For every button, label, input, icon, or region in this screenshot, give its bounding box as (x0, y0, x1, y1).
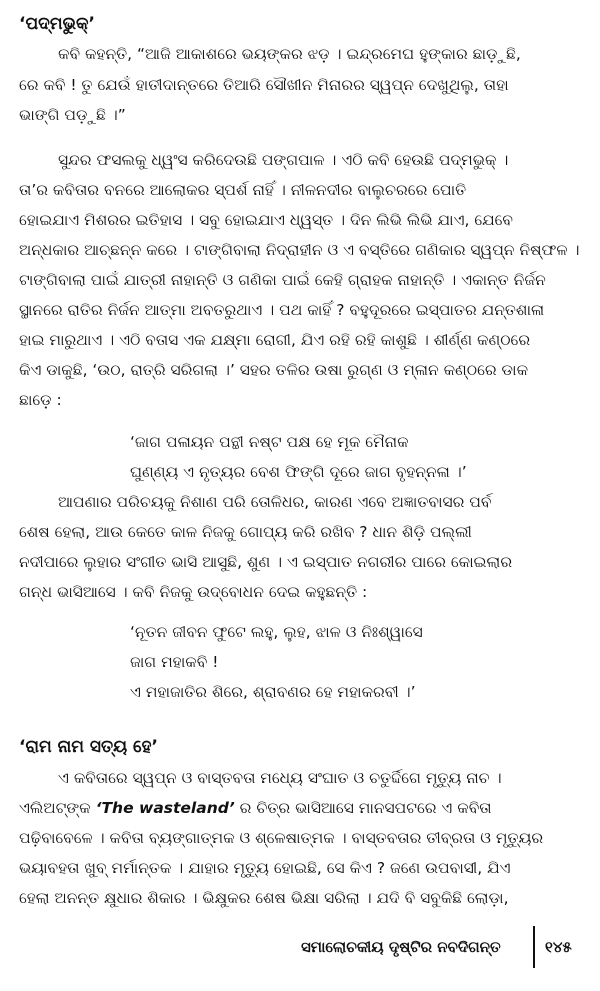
verse-line: ‘ନୂତନ ଜୀବନ ଫୁଟେ ଲହୁ, ଲୁହ, ଝାଳ ଓ ନିଃଶ୍ୱାସେ (130, 623, 423, 641)
author-ref: ଏଲିଅଟ୍‌ଙ୍କ (19, 799, 91, 817)
page-number: ୧୪୫ (545, 938, 572, 956)
paragraph-line: ପଢ଼ିବାବେଳେ । କବିତା ବ୍ୟଙ୍ଗାତ୍ମକ ଓ ଶ୍ଳେଷାତ୍ମକ । ବାସ୍ତବତାର ତୀବ୍ରତା ଓ ମୃତ୍ୟୁର (19, 829, 544, 847)
paragraph-line: ଅନ୍ଧକାର ଆଚ୍ଛନ୍ନ କରେ । ଟାଙ୍ଗିବାଲା ନିଦ୍ରାହୀନ ଓ ଏ ବସ୍ତିରେ ଗଣିକାର ସ୍ୱପ୍ନ ନିଷ୍ଫଳ । (19, 241, 580, 259)
paragraph-line: କବି କହନ୍ତି, “ଆଜି ଆକାଶରେ ଭୟଙ୍କର ଝଡ଼ । ଇନ୍ଦ୍ରମେଘ ହୁଙ୍କାର ଛାଡ଼ୁଛି, (58, 45, 521, 63)
footer-divider (533, 926, 535, 968)
paragraph-line: ଆପଣାର ପରିଚୟକୁ ନିଶାଣ ପରି ତୋଳିଧର, କାରଣ ଏବେ ଅଜ୍ଞାତବାସର ପର୍ବ (58, 493, 492, 511)
paragraph-line: ହେଲା ଅନନ୍ତ କ୍ଷୁଧାର ଶିକାର । ଭିକ୍ଷୁକର ଶେଷ ଭିକ୍ଷା ସରିଲା । ଯଦି ବି ସବୁକିଛି ଲୋଡ଼ା, (19, 889, 509, 907)
paragraph-line: କିଏ ଡାକୁଛି, ‘ଉଠ, ରାତ୍ରି ସରିଗଲା ।’ ସହର ତଳିର ଉଷା ରୁଗ୍ଣ ଓ ମ୍ଳାନ କଣ୍ଠରେ ଡାକ (19, 361, 529, 379)
paragraph-line: ଗନ୍ଧ ଭାସିଆସେ । କବି ନିଜକୁ ଉଦ୍‌ବୋଧନ ଦେଇ କହୁଛନ୍ତି : (19, 583, 368, 601)
paragraph-line: ଏ କବିତାରେ ସ୍ୱପ୍ନ ଓ ବାସ୍ତବତା ମଧ୍ୟେ ସଂଘାତ ଓ ଚତୁର୍ଦ୍ଦିଗେ ମୃତ୍ୟୁ ନାଚ । (58, 769, 502, 787)
paragraph-line: ନଦୀପାରେ ଲୁହାର ସଂଗୀତ ଭାସି ଆସୁଛି, ଶୁଣ । ଏ ଇସ୍ପାତ ନଗରୀର ପାରେ କୋଇଲାର (19, 553, 513, 571)
section-title-ram-nam: ‘ରାମ ନାମ ସତ୍ୟ ହେ’ (19, 737, 158, 757)
paragraph-line: ହାଇ ମାରୁଥାଏ । ଏଠି ବତାସ ଏକ ଯକ୍ଷ୍ମା ରୋଗୀ, ଯିଏ ରହି ରହି କାଶୁଛି । ଶୀର୍ଣ୍ଣ କଣ୍ଠରେ (19, 331, 531, 349)
verse-line: ‘ଜାଗ ପଳାୟନ ପନ୍ଥୀ ନଷ୍ଟ ପକ୍ଷ ହେ ମୂକ ମୈନାକ (130, 433, 409, 451)
line-continuation: ର ଚିତ୍ର ଭାସିଆସେ ମାନସପଟରେ ଏ କବିତା (239, 799, 492, 817)
paragraph-line: ରେ କବି ! ତୁ ଯେଉଁ ହାତୀଦାନ୍ତରେ ତିଆରି ସୌଖୀନ ମିନାରର ସ୍ୱପ୍ନ ଦେଖୁଥିଲୁ, ତାହା (19, 76, 509, 94)
section-title-padmabhuk: ‘ପଦ୍ମଭୁକ୍’ (19, 14, 95, 34)
paragraph-line-with-english (19, 798, 492, 818)
paragraph-line: ସ୍ଥାନରେ ରାତିର ନିର୍ଜନ ଆତ୍ମା ଅବତରୁଥାଏ । ପଥ କାହିଁ ? ବହୁଦୂରରେ ଇସ୍ପାତର ଯନ୍ତଶାଳା (19, 301, 545, 319)
paragraph-line: ଭାଙ୍ଗି ପଡ଼ୁଛି ।” (19, 106, 126, 124)
paragraph-line: ସୁନ୍ଦର ଫସଲକୁ ଧ୍ୱଂସ କରିଦେଉଛି ପଙ୍ଗପାଳ । ଏଠି କବି ହେଉଛି ପଦ୍ମଭୁକ୍ । (58, 151, 509, 169)
verse-line: ଏ ମହାଜାତିର ଶିରେ, ଶ୍ରାବଣର ହେ ମହାକରବୀ ।’ (130, 683, 416, 701)
paragraph-line: ଛାଡ଼େ : (19, 391, 62, 409)
running-title: ସମାଲୋଚକୀୟ ଦୃଷ୍ଟିର ନବଦିଗନ୍ତ (301, 938, 501, 956)
paragraph-line: ଭୟାବହତା ଖୁବ୍ ମର୍ମାନ୍ତକ । ଯାହାର ମୃତ୍ୟୁ ହୋଇଛି, ସେ କିଏ ? ଜଣେ ଉପବାସୀ, ଯିଏ (19, 859, 511, 877)
verse-line: ଜାଗ ମହାକବି ! (130, 653, 219, 671)
paragraph-line: ଶେଷ ହେଲା, ଆଉ କେତେ କାଳ ନିଜକୁ ଗୋପ୍ୟ କରି ରଖିବ ? ଧାନ ଶିଡ଼ି ପଲ୍ଲୀ (19, 523, 472, 541)
paragraph-line: ହୋଇଯାଏ ମିଶରର ଇତିହାସ । ସବୁ ହୋଇଯାଏ ଧ୍ୱସ୍ତ । ଦିନ ଲିଭି ଲିଭି ଯାଏ, ଯେବେ (19, 211, 513, 229)
verse-line: ଘୁଣ୍ଣ୍ୟ ଏ ନୃତ୍ୟର ବେଶ ଫିଙ୍ଗି ଦୂରେ ଜାଗ ବୃହନ୍ନଳା ।’ (130, 463, 467, 481)
english-title: ‘The wasteland’ (95, 799, 235, 817)
paragraph-line: ଟାଙ୍ଗିବାଲା ପାଇଁ ଯାତ୍ରୀ ନାହାନ୍ତି ଓ ଗଣିକା ପାଇଁ କେହି ଗ୍ରାହକ ନାହାନ୍ତି । ଏକାନ୍ତ ନିର୍ଜନ (19, 271, 546, 289)
paragraph-line: ତା’ର କବିତାର ବନରେ ଆଲୋକର ସ୍ପର୍ଶ ନାହିଁ । ନୀଳନଦୀର ବାଲୁଚରରେ ପୋତି (19, 181, 467, 199)
